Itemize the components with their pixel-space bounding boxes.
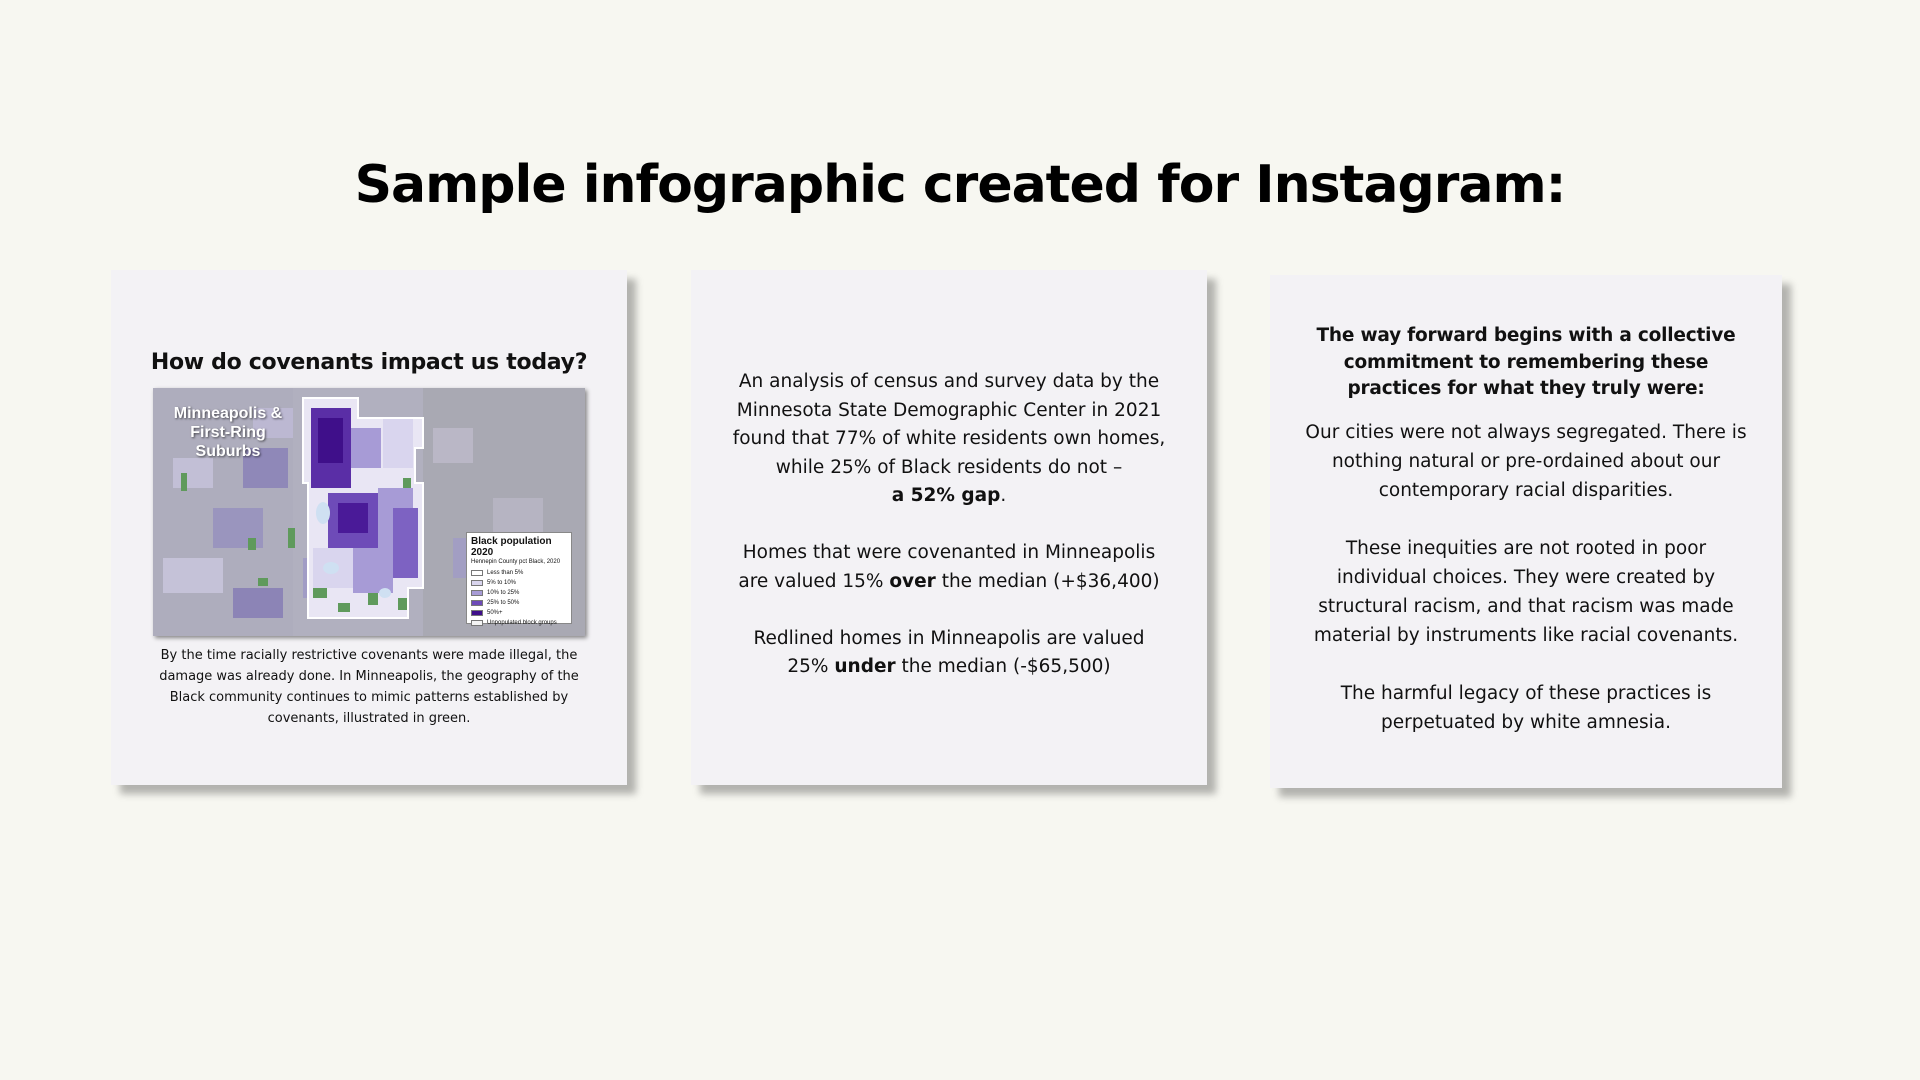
card-body — [731, 368, 1167, 682]
legend-swatch — [471, 570, 483, 576]
legend-title: Black population 2020 — [471, 536, 552, 558]
covenanted-homes-paragraph: Homes that were covenanted in Minneapolis are valued 15% over the median (+$36,400) — [738, 542, 1160, 592]
legend-item — [471, 588, 567, 598]
legend-swatch — [471, 580, 483, 586]
white-amnesia-paragraph: The harmful legacy of these practices is perpetuated by white amnesia. — [1340, 683, 1712, 733]
homeownership-gap-paragraph: An analysis of census and survey data by the Minnesota State Demographic Center in 2021 found that 77% of white residents own homes, while 25% of Black residents do not – a 52% gap. — [732, 371, 1166, 506]
legend-items — [471, 568, 567, 628]
card-heading: The way forward begins with a collective commitment to remembering these practices for what they truly were: — [1316, 325, 1736, 399]
legend-item — [471, 598, 567, 608]
legend-item-label: Unpopulated block groups — [487, 620, 557, 626]
legend-item — [471, 568, 567, 578]
legend-item — [471, 608, 567, 618]
legend-subtitle: Hennepin County pct Black, 2020 — [471, 559, 561, 565]
page-title: Sample infographic created for Instagram: — [354, 155, 1566, 215]
legend-item-label: 50%+ — [487, 610, 503, 616]
segregation-paragraph: Our cities were not always segregated. There is nothing natural or pre-ordained about our contemporary racial disparities. — [1305, 422, 1747, 501]
map-legend — [466, 532, 572, 624]
map-caption: By the time racially restrictive covenants were made illegal, the damage was already done. In Minneapolis, the geography of the Black community continues to mimic patterns established by covenants, illustrated in green. — [159, 648, 579, 726]
legend-item-label: 5% to 10% — [487, 580, 517, 586]
legend-swatch — [471, 600, 483, 606]
legend-swatch — [471, 610, 483, 616]
legend-item — [471, 578, 567, 588]
over-highlight: over — [889, 570, 936, 592]
map-title: Minneapolis & First-Ring Suburbs — [173, 405, 283, 460]
legend-item — [471, 618, 567, 628]
structural-racism-paragraph: These inequities are not rooted in poor individual choices. They were created by structural racism, and that racism was made material by instruments like racial covenants. — [1313, 538, 1739, 646]
under-highlight: under — [834, 656, 896, 677]
infographic-card-statistics — [691, 270, 1207, 785]
legend-item-label: 10% to 25% — [487, 590, 520, 596]
infographic-card-way-forward — [1270, 275, 1782, 788]
legend-item-label: Less than 5% — [487, 570, 524, 576]
gap-highlight: a 52% gap — [891, 485, 1001, 506]
card-body — [1300, 418, 1752, 737]
legend-swatch — [471, 590, 483, 596]
legend-swatch — [471, 620, 483, 626]
redlined-homes-paragraph: Redlined homes in Minneapolis are valued 25% under the median (-$65,500) — [753, 627, 1145, 677]
legend-item-label: 25% to 50% — [487, 600, 520, 606]
minneapolis-map-image — [153, 388, 585, 636]
infographic-card-covenants — [111, 270, 627, 785]
card-heading: How do covenants impact us today? — [150, 350, 588, 375]
